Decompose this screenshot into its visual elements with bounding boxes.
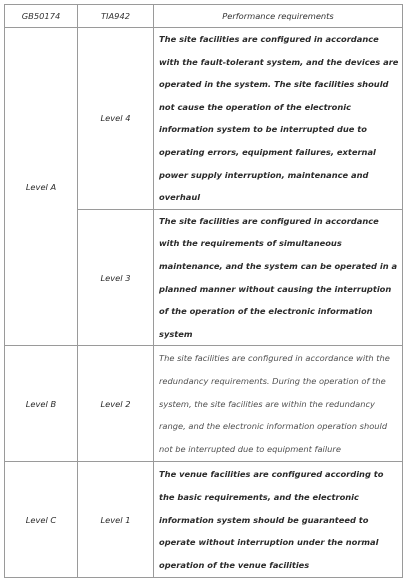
table-header-row xyxy=(5,5,403,28)
header-tia942: TIA942 xyxy=(78,5,154,28)
tia-level-cell: Level 4 xyxy=(78,28,154,210)
table-row xyxy=(5,462,403,578)
gb-level-cell: Level C xyxy=(5,462,78,578)
gb-level-cell: Level A xyxy=(5,28,78,346)
table-row xyxy=(5,346,403,462)
table-row xyxy=(5,28,403,210)
requirement-cell: The venue facilities are configured according to the basic requirements, and the electronic information system should be guaranteed to operate without interruption under the normal operation of the venue facilities xyxy=(154,462,403,578)
header-performance-requirements: Performance requirements xyxy=(154,5,403,28)
tia-level-cell: Level 1 xyxy=(78,462,154,578)
tia-level-cell: Level 3 xyxy=(78,209,154,346)
requirement-cell: The site facilities are configured in accordance with the requirements of simultaneous maintenance, and the system can be operated in a planned manner without causing the interruption of the operation of the electronic information system xyxy=(154,209,403,346)
tia-level-cell: Level 2 xyxy=(78,346,154,462)
requirement-cell: The site facilities are configured in accordance with the redundancy requirements. During the operation of the system, the site facilities are within the redundancy range, and the electronic information operation should not be interrupted due to equipment failure xyxy=(154,346,403,462)
performance-requirements-table xyxy=(4,4,403,578)
header-gb50174: GB50174 xyxy=(5,5,78,28)
gb-level-cell: Level B xyxy=(5,346,78,462)
requirement-cell: The site facilities are configured in accordance with the fault-tolerant system, and the devices are operated in the system. The site facilities should not cause the operation of the electronic information system to be interrupted due to operating errors, equipment failures, external power supply interruption, maintenance and overhaul xyxy=(154,28,403,210)
